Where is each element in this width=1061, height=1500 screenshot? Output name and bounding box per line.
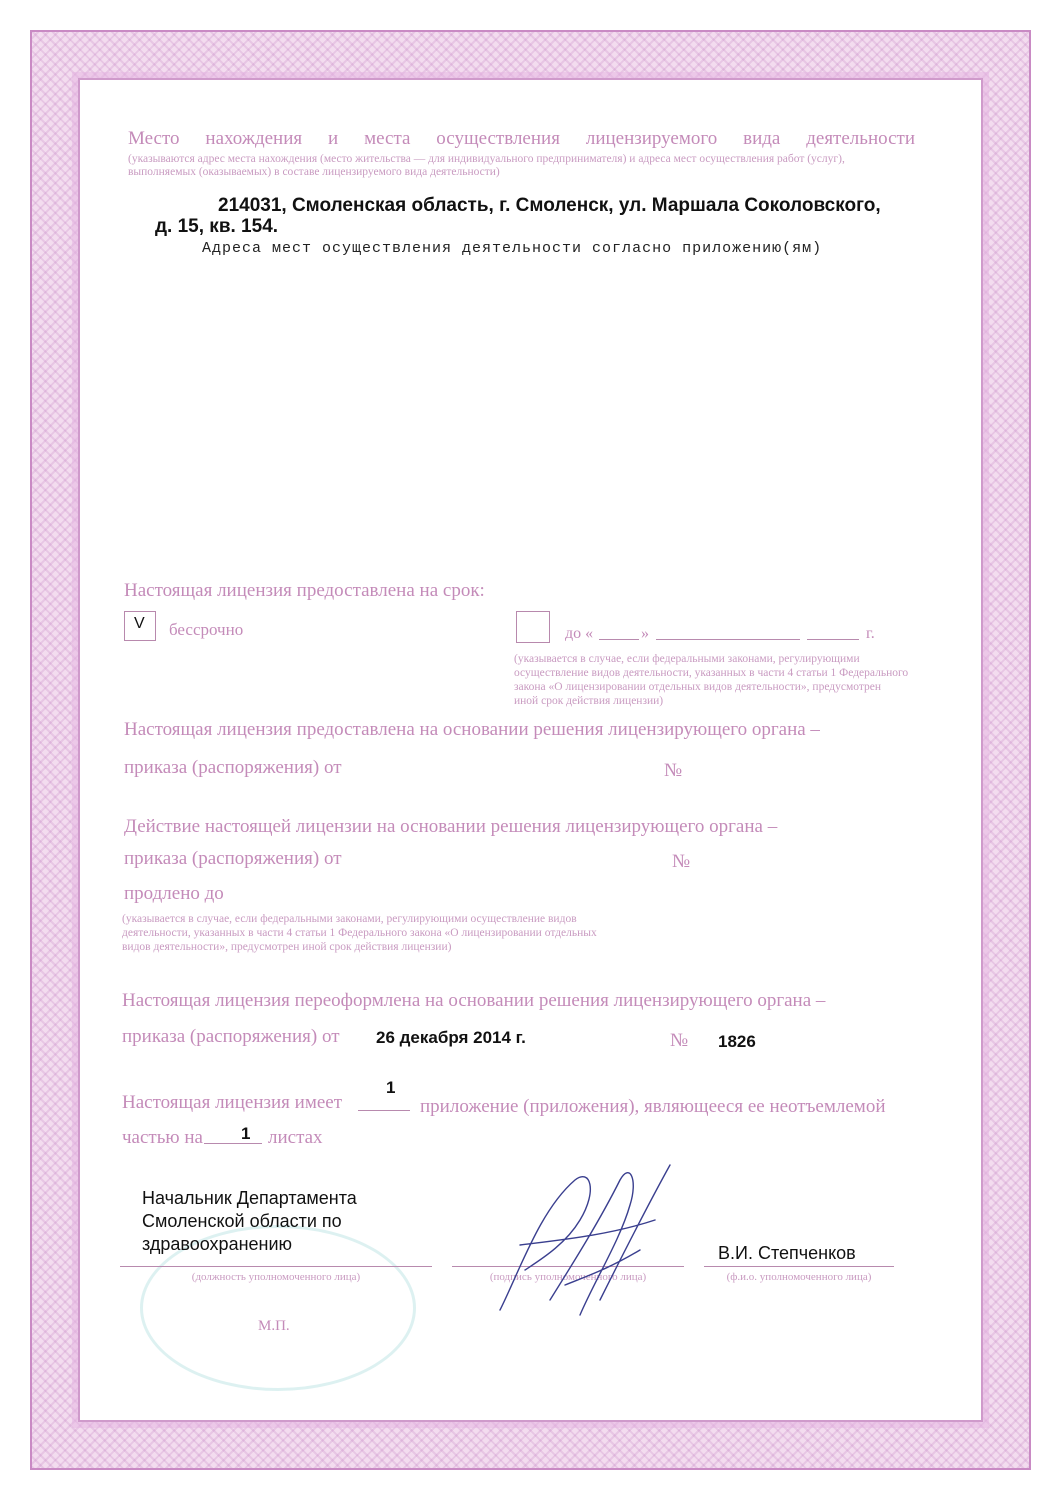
reissue-date: 26 декабря 2014 г. — [376, 1028, 526, 1047]
seal-label: М.П. — [258, 1318, 290, 1334]
term-note-line3: закона «О лицензировании отдельных видов деятельности», предусмотрен — [514, 681, 882, 693]
unlimited-label: бессрочно — [169, 620, 244, 639]
position-line2: Смоленской области по — [142, 1211, 342, 1231]
term-note-line1: (указывается в случае, если федеральными законами, регулирующими — [514, 653, 860, 665]
checkbox-mark: V — [134, 615, 145, 632]
address-line1: 214031, Смоленская область, г. Смоленск, ул. Маршала Соколовского, — [218, 195, 881, 216]
extension-number-label: № — [672, 851, 691, 872]
until-checkbox — [516, 611, 550, 643]
until-day-line — [599, 639, 639, 640]
appendix-prefix: Настоящая лицензия имеет — [122, 1092, 343, 1113]
until-year-suffix: г. — [866, 625, 875, 642]
position-line1: Начальник Департамента — [142, 1188, 357, 1208]
name-line — [704, 1266, 894, 1267]
extended-until-label: продлено до — [124, 883, 224, 904]
extension-line2: приказа (распоряжения) от — [124, 848, 342, 869]
reissue-line1: Настоящая лицензия переоформлена на основании решения лицензирующего органа – — [122, 990, 826, 1011]
extension-note-line1: (указывается в случае, если федеральными законами, регулирующими осуществление видов — [122, 913, 577, 925]
appendix-sheets: 1 — [241, 1124, 251, 1143]
extension-note-line2: деятельности, указанных в части 4 статьи 1 Федерального закона «О лицензировании отдельных — [122, 927, 597, 939]
position-line3: здравоохранению — [142, 1234, 293, 1254]
appendix-count-line — [358, 1110, 410, 1111]
extension-note-line3: видов деятельности», предусмотрен иной срок действия лицензии) — [122, 941, 452, 953]
addresses-note: Адреса мест осуществления деятельности согласно приложению(ям) — [202, 240, 823, 257]
term-note-line4: иной срок действия лицензии) — [514, 695, 664, 707]
caption-signature: (подпись уполномоченного лица) — [489, 1271, 647, 1283]
unlimited-checkbox — [124, 611, 156, 641]
caption-name: (ф.и.о. уполномоченного лица) — [726, 1271, 872, 1283]
appendix-suffix: приложение (приложения), являющееся ее неотъемлемой — [420, 1096, 886, 1117]
until-year-line — [807, 639, 859, 640]
term-heading: Настоящая лицензия предоставлена на срок: — [124, 580, 485, 601]
appendix-count: 1 — [386, 1078, 396, 1097]
reissue-number: 1826 — [718, 1032, 756, 1051]
address-line2: д. 15, кв. 154. — [155, 216, 279, 237]
until-mid: » — [641, 625, 649, 642]
grant-line2: приказа (распоряжения) от — [124, 757, 342, 778]
location-note-line2: выполняемых (оказываемых) в составе лицензируемого вида деятельности) — [128, 166, 500, 178]
appendix-part-prefix: частью на — [122, 1127, 203, 1148]
appendix-sheets-line — [204, 1143, 262, 1144]
term-note-line2: осуществление видов деятельности, указанных в части 4 статьи 1 Федерального — [514, 667, 909, 679]
grant-number-label: № — [664, 760, 683, 781]
reissue-number-label: № — [670, 1030, 689, 1051]
appendix-sheets-label: листах — [268, 1127, 323, 1148]
extension-line1: Действие настоящей лицензии на основании решения лицензирующего органа – — [124, 816, 778, 837]
reissue-line2: приказа (распоряжения) от — [122, 1026, 340, 1047]
grant-line1: Настоящая лицензия предоставлена на основании решения лицензирующего органа – — [124, 719, 820, 740]
location-heading: Место нахождения и места осуществления лицензируемого вида деятельности — [128, 128, 915, 149]
caption-position: (должность уполномоченного лица) — [191, 1271, 361, 1283]
until-prefix: до « — [565, 625, 594, 642]
position-line — [120, 1266, 432, 1267]
location-note-line1: (указываются адрес места нахождения (место жительства — для индивидуального предпринимателя) и адреса мест осуществления работ (услуг), — [128, 153, 845, 165]
until-month-line — [656, 639, 800, 640]
handwritten-signature — [480, 1150, 700, 1330]
signer-name: В.И. Степченков — [718, 1243, 856, 1263]
